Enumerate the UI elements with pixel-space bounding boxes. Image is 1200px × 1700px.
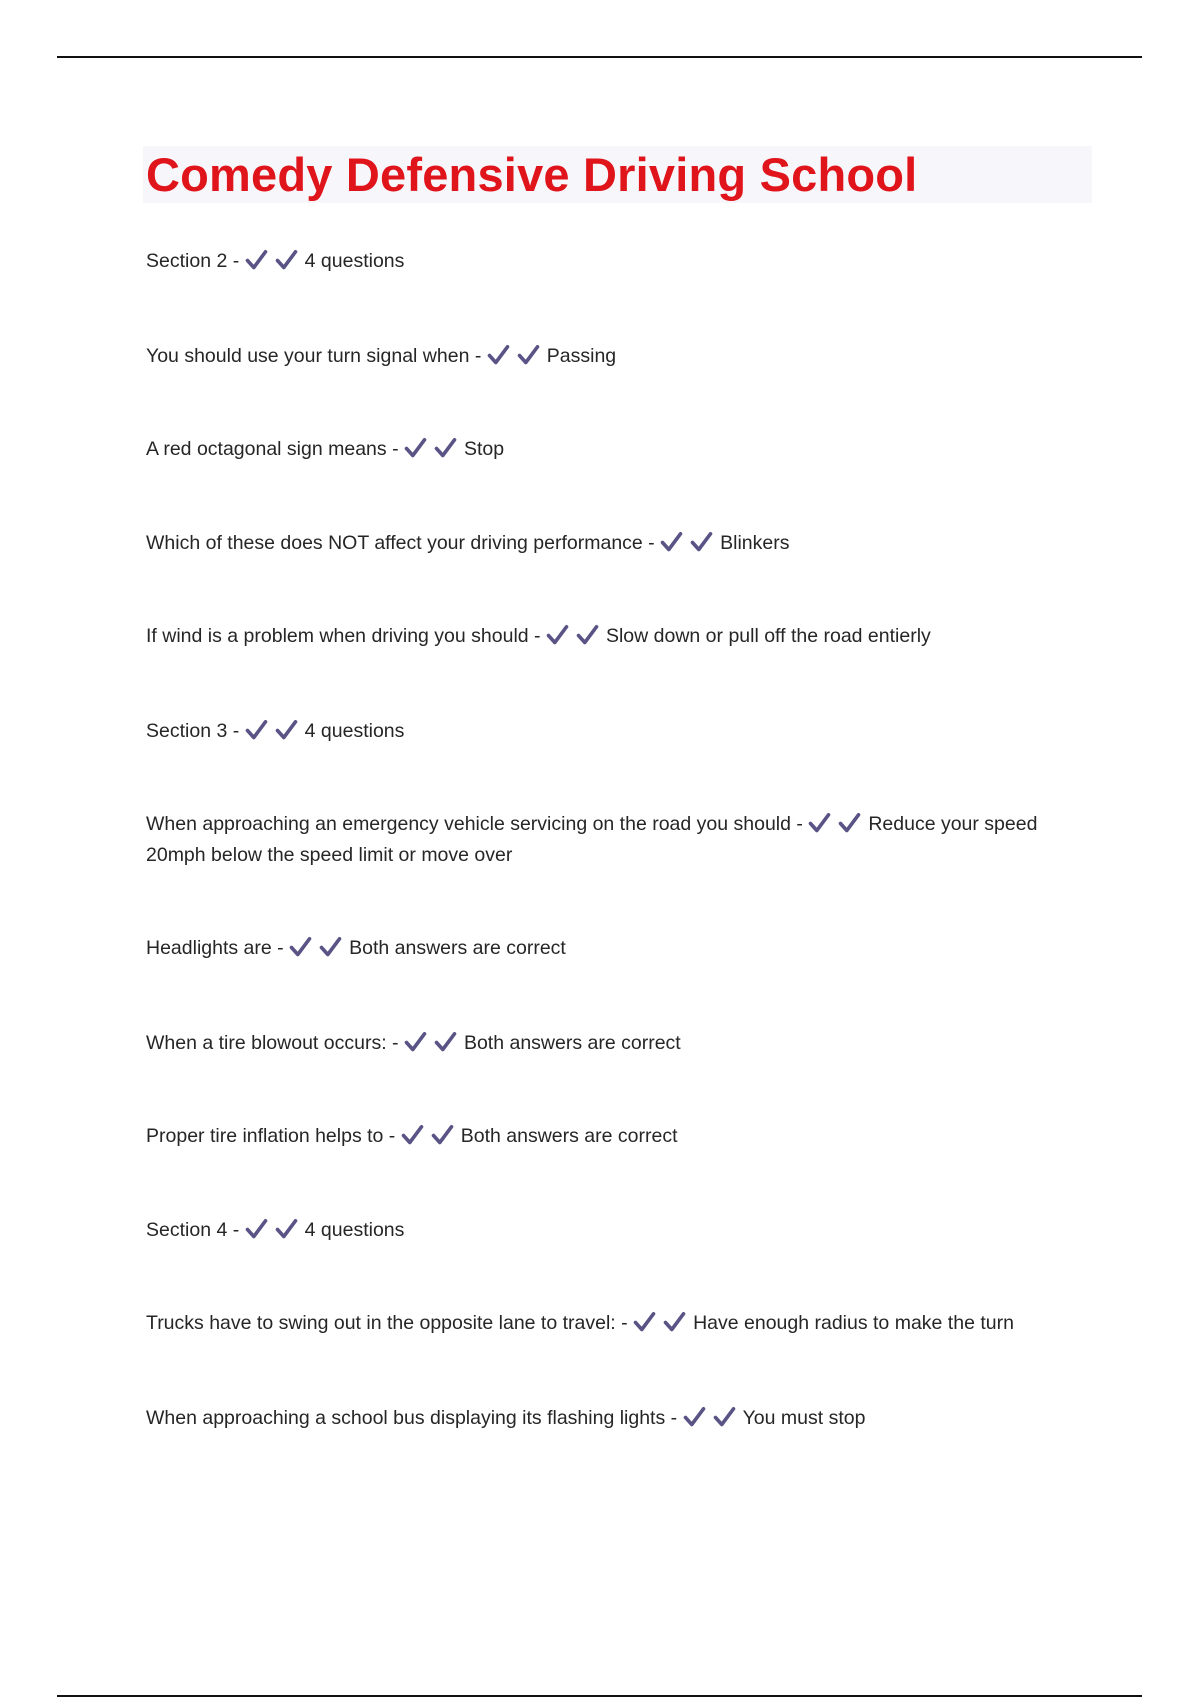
question-text: Trucks have to swing out in the opposite lane to travel:: [146, 1312, 616, 1334]
question-text: Section 4: [146, 1219, 228, 1241]
qa-entry: [146, 528, 1076, 559]
check-icon: [289, 936, 312, 958]
answer-text: 4 questions: [304, 720, 405, 742]
qa-entry: [146, 1121, 1076, 1152]
question-text: Section 2: [146, 250, 228, 272]
check-icon: [517, 344, 540, 366]
question-text: Proper tire inflation helps to: [146, 1125, 384, 1147]
qa-entry: [146, 809, 1076, 871]
question-text: When a tire blowout occurs:: [146, 1032, 387, 1054]
check-icon: [404, 437, 427, 459]
check-icon: [487, 344, 510, 366]
separator: -: [227, 250, 245, 272]
separator: -: [227, 1219, 245, 1241]
answer-text: Both answers are correct: [460, 1125, 678, 1147]
check-icon: [633, 1311, 656, 1333]
answer-text: Stop: [464, 438, 505, 460]
answer-text: You must stop: [742, 1407, 866, 1429]
check-icon: [319, 936, 342, 958]
check-icon: [546, 624, 569, 646]
separator: -: [227, 720, 245, 742]
bottom-rule: [57, 1695, 1142, 1697]
qa-entry: [146, 434, 1076, 465]
answer-text: 4 questions: [304, 250, 405, 272]
check-icon: [275, 249, 298, 271]
check-icon: [245, 1218, 268, 1240]
check-icon: [808, 812, 831, 834]
answer-text: Both answers are correct: [463, 1032, 681, 1054]
separator: -: [271, 937, 290, 959]
qa-entry: [146, 933, 1076, 964]
qa-entry: [146, 341, 1076, 372]
page-title: Comedy Defensive Driving School: [146, 148, 918, 201]
qa-entry: [146, 1403, 1076, 1434]
qa-entry: [146, 246, 1076, 277]
check-icon: [275, 719, 298, 741]
check-icon: [431, 1124, 454, 1146]
separator: -: [642, 532, 661, 554]
separator: -: [665, 1407, 683, 1429]
question-text: If wind is a problem when driving you should: [146, 625, 529, 647]
answer-text: Reduce your speed 20mph below the speed limit or move over: [146, 813, 1038, 866]
answer-text: 4 questions: [304, 1219, 405, 1241]
qa-entry: [146, 1308, 1076, 1339]
check-icon: [275, 1218, 298, 1240]
question-text: When approaching a school bus displaying its flashing lights: [146, 1407, 666, 1429]
check-icon: [660, 531, 683, 553]
check-icon: [576, 624, 599, 646]
question-text: A red octagonal sign means: [146, 438, 387, 460]
question-text: You should use your turn signal when: [146, 345, 470, 367]
answer-text: Both answers are correct: [349, 937, 566, 959]
qa-entry: [146, 621, 1076, 652]
qa-entry: [146, 1215, 1076, 1246]
check-icon: [245, 719, 268, 741]
separator: -: [615, 1312, 634, 1334]
check-icon: [404, 1031, 427, 1053]
check-icon: [401, 1124, 424, 1146]
check-icon: [690, 531, 713, 553]
check-icon: [713, 1406, 736, 1428]
question-text: Section 3: [146, 720, 228, 742]
check-icon: [838, 812, 861, 834]
separator: -: [386, 438, 404, 460]
check-icon: [245, 249, 268, 271]
answer-text: Slow down or pull off the road entierly: [605, 625, 931, 647]
separator: -: [790, 813, 809, 835]
title-band: [143, 146, 1092, 203]
top-rule: [57, 56, 1142, 58]
separator: -: [469, 345, 487, 367]
answer-text: Have enough radius to make the turn: [693, 1312, 1014, 1334]
check-icon: [434, 1031, 457, 1053]
answer-text: Blinkers: [720, 532, 790, 554]
answer-text: Passing: [546, 345, 617, 367]
check-icon: [683, 1406, 706, 1428]
question-text: Which of these does NOT affect your driving performance: [146, 532, 643, 554]
separator: -: [386, 1032, 404, 1054]
separator: -: [383, 1125, 401, 1147]
check-icon: [434, 437, 457, 459]
question-text: Headlights are: [146, 937, 272, 959]
separator: -: [528, 625, 546, 647]
qa-entry: [146, 1028, 1076, 1059]
check-icon: [663, 1311, 686, 1333]
question-text: When approaching an emergency vehicle servicing on the road you should: [146, 813, 791, 835]
qa-entry: [146, 716, 1076, 747]
